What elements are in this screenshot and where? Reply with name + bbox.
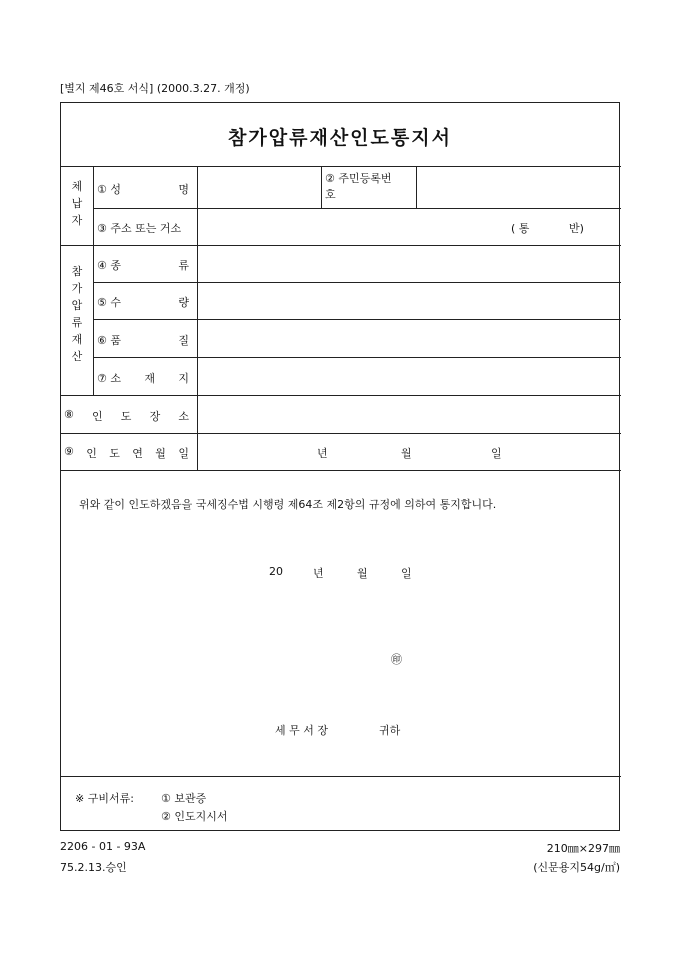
divider <box>61 470 621 471</box>
rrn-label: ② 주민등록번 호 <box>325 172 392 201</box>
rrn-field[interactable] <box>417 167 620 207</box>
divider <box>93 166 94 395</box>
form-title: 참가압류재산인도통지서 <box>228 127 452 149</box>
attachment-item: ② 인도지시서 <box>161 810 228 823</box>
address-label: ③ 주소 또는 거소 <box>97 222 182 235</box>
delivery-year-unit: 년 <box>317 447 328 460</box>
quality-label: ⑥ 품 질 <box>97 334 189 347</box>
notice-day-unit: 일 <box>401 567 412 580</box>
ban-label: 반) <box>569 222 584 235</box>
attachments-label: ※ 구비서류: <box>75 792 134 805</box>
seal-icon: ㊞ <box>391 653 402 666</box>
taxpayer-group-label: 체 납 자 <box>71 180 83 227</box>
recipient-title: 세 무 서 장 <box>275 724 328 737</box>
quantity-field[interactable] <box>198 283 620 318</box>
notice-text: 위와 같이 인도하겠음을 국세징수법 시행령 제64조 제2항의 규정에 의하여 통지합니다. <box>79 498 497 511</box>
delivery-day-unit: 일 <box>491 447 502 460</box>
name-label: ① 성 명 <box>97 183 189 196</box>
kind-label: ④ 종 류 <box>97 259 189 272</box>
kind-field[interactable] <box>198 246 620 281</box>
property-group-label: 참 가 압 류 재 산 <box>71 265 83 363</box>
delivery-place-field[interactable] <box>198 396 620 432</box>
notice-form <box>60 102 620 831</box>
quality-field[interactable] <box>198 320 620 356</box>
location-label: ⑦ 소 재 지 <box>97 372 189 385</box>
address-field[interactable] <box>198 209 620 244</box>
divider <box>61 776 621 777</box>
form-reference: [별지 제46호 서식] (2000.3.27. 개정) <box>60 82 250 95</box>
divider <box>321 166 322 208</box>
notice-year-unit: 년 <box>313 567 324 580</box>
form-code: 2206 - 01 - 93A <box>60 840 146 853</box>
approval-date: 75.2.13.승인 <box>60 861 127 874</box>
recipient-suffix: 귀하 <box>379 724 401 737</box>
quantity-label: ⑤ 수 량 <box>97 296 189 309</box>
delivery-date-label: ⑨ 인 도 연 월 일 <box>64 445 189 460</box>
paper-spec: (신문용지54g/㎡) <box>533 861 620 874</box>
paper-size: 210㎜×297㎜ <box>546 842 620 855</box>
delivery-place-label: ⑧ 인 도 장 소 <box>64 408 189 423</box>
notice-date-prefix: 20 <box>269 565 283 578</box>
notice-month-unit: 월 <box>357 567 368 580</box>
delivery-month-unit: 월 <box>401 447 412 460</box>
tong-label: ( 통 <box>511 222 530 235</box>
location-field[interactable] <box>198 358 620 394</box>
name-field[interactable] <box>198 167 320 207</box>
attachment-item: ① 보관증 <box>161 792 207 805</box>
